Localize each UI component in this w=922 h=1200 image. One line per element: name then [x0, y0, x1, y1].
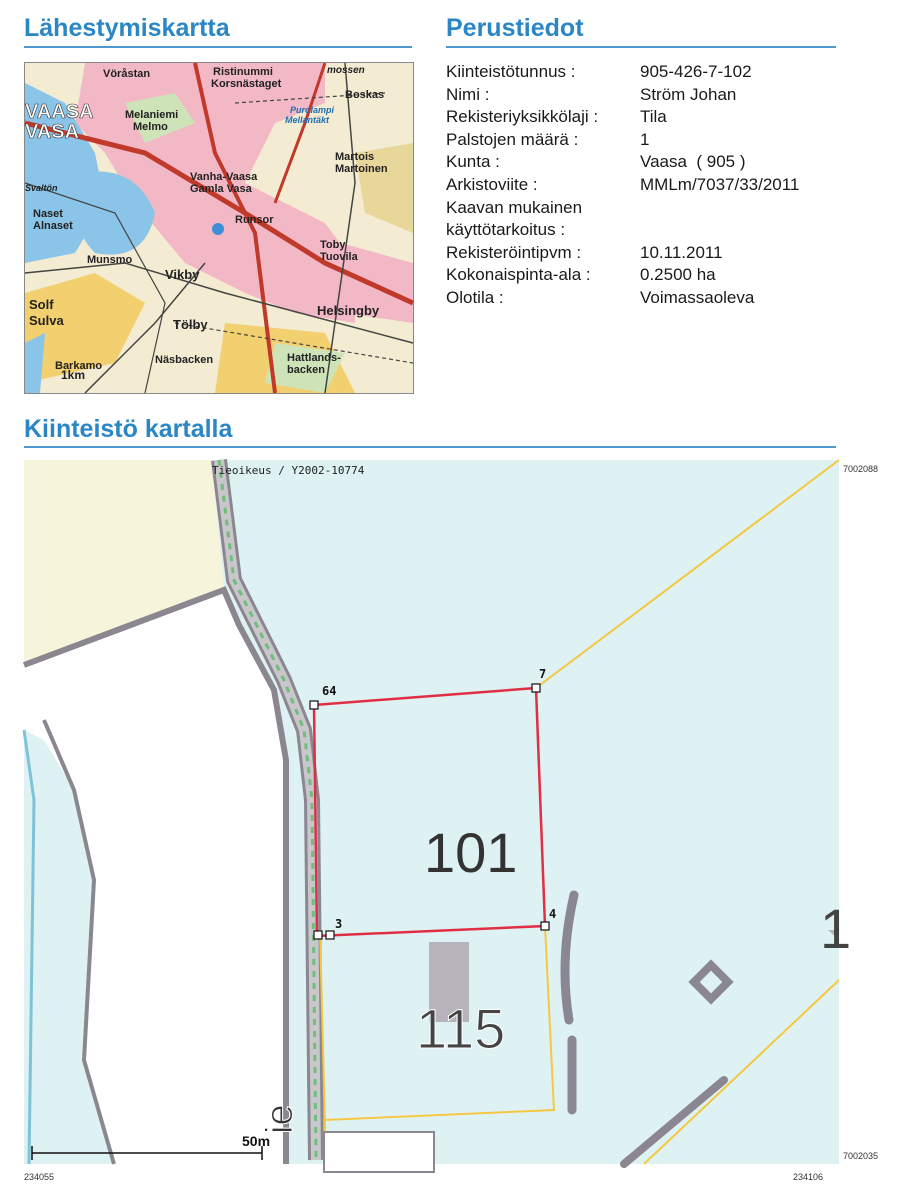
info-row: [446, 287, 799, 310]
property-map-graphic: [24, 460, 852, 1164]
info-label: Olotila :: [446, 287, 504, 307]
location-map-title: Lähestymiskartta: [24, 14, 230, 42]
info-label: Kunta :: [446, 152, 500, 172]
road-name-fragment: ie: [259, 1104, 301, 1134]
boundary-point-label: 64: [322, 684, 337, 698]
map-place-label: Toby: [320, 239, 346, 251]
coord-top-right: 7002088: [843, 464, 879, 474]
map-place-label: VAASA: [25, 101, 94, 123]
map-place-label: Purolampi: [290, 105, 335, 115]
info-label: Rekisteriyksikkölaji :: [446, 107, 599, 127]
info-row: [446, 129, 799, 152]
map-place-label: VASA: [25, 121, 80, 143]
map-place-label: Tölby: [173, 317, 208, 332]
map-place-label: Barkamo: [55, 360, 103, 372]
map-scale-label: 1km: [61, 368, 86, 382]
property-map-rule: [24, 446, 836, 448]
boundary-point-marker: [310, 701, 318, 709]
info-row: [446, 264, 799, 287]
basic-info-title: Perustiedot: [446, 14, 584, 42]
map-place-label: Tuovila: [320, 251, 358, 263]
coord-bottom-left: 234055: [24, 1172, 55, 1182]
map-place-label: Sulva: [29, 313, 64, 328]
map-place-label: Boskas: [345, 89, 385, 101]
info-value: Voimassaoleva: [640, 287, 755, 307]
boundary-point-marker: [314, 931, 322, 939]
boundary-point-marker: [532, 684, 540, 692]
info-label: Kiinteistötunnus :: [446, 62, 576, 81]
info-label: käyttötarkoitus :: [446, 220, 566, 240]
map-place-label: Hattlands-: [287, 352, 341, 364]
map-place-label: Gamla Vasa: [190, 183, 252, 195]
map-place-label: Martois: [335, 151, 375, 163]
map-place-label: Martoinen: [335, 163, 388, 175]
basic-info-table: [446, 61, 799, 310]
map-place-label: Vöråstan: [103, 68, 151, 80]
map-place-label: backen: [287, 364, 325, 376]
location-map: [24, 62, 414, 394]
map-place-label: Runsor: [235, 214, 274, 226]
info-value: Vaasa ( 905 ): [640, 152, 746, 172]
location-map-graphic: [25, 63, 413, 393]
map-place-label: Vikby: [165, 267, 200, 282]
parcel-number-label: 115: [416, 997, 506, 1060]
map-place-label: Naset: [33, 208, 63, 220]
parcel-number-label: 101: [424, 821, 518, 884]
coord-bottom-right: 7002035: [843, 1151, 879, 1161]
boundary-point-label: 4: [549, 907, 557, 921]
map-place-label: Vanha-Vaasa: [190, 171, 258, 183]
info-value: 1: [640, 129, 650, 149]
map-place-label: Ristinummi: [213, 66, 273, 78]
map-place-label: mossen: [327, 65, 365, 76]
coord-bottom-mid: 234106: [793, 1172, 824, 1182]
map-place-label: Solf: [29, 297, 54, 312]
map-place-label: Helsingby: [317, 303, 380, 318]
property-map-title: Kiinteistö kartalla: [24, 415, 233, 443]
map-place-label: Melaniemi: [125, 109, 179, 121]
info-row: [446, 106, 799, 129]
info-value: Tila: [640, 107, 667, 127]
map-place-label: Näsbacken: [155, 354, 214, 366]
info-label: Palstojen määrä :: [446, 129, 579, 149]
map-place-label: Svaltön: [25, 183, 58, 193]
map-place-label: Korsnästaget: [211, 78, 282, 90]
info-value: 10.11.2011: [640, 242, 723, 262]
info-row: [446, 61, 799, 84]
info-value: 0.2500 ha: [640, 265, 716, 285]
info-label: Arkistoviite :: [446, 174, 538, 194]
map-place-label: Mellantäkt: [285, 115, 330, 125]
info-label: Kaavan mukainen: [446, 197, 583, 217]
scale-bar-label: 50m: [242, 1133, 271, 1149]
boundary-point-label: 3: [335, 917, 343, 931]
map-header-text: Tieoikeus / Y2002-10774: [212, 464, 365, 477]
info-label: Nimi :: [446, 84, 490, 104]
info-row: [446, 219, 799, 242]
map-place-label: Melmo: [133, 121, 168, 133]
info-row: [446, 151, 799, 174]
info-label: Kokonaispinta-ala :: [446, 265, 591, 285]
info-value: MMLm/7037/33/2011: [640, 174, 800, 194]
info-row: [446, 84, 799, 107]
info-value: Ström Johan: [640, 84, 737, 104]
location-map-rule: [24, 46, 412, 48]
basic-info-rule: [446, 46, 836, 48]
boundary-point-label: 7: [539, 667, 547, 681]
info-row: [446, 174, 799, 197]
info-label: Rekisteröintipvm :: [446, 242, 582, 262]
parcel-number-label: 1: [820, 897, 852, 960]
map-place-label: Munsmo: [87, 254, 133, 266]
info-row: [446, 197, 799, 220]
info-value: 905-426-7-102: [640, 62, 752, 81]
info-row: [446, 242, 799, 265]
boundary-point-marker: [326, 931, 334, 939]
map-place-label: Alnaset: [33, 220, 73, 232]
property-map: [24, 460, 852, 1164]
boundary-point-marker: [541, 922, 549, 930]
